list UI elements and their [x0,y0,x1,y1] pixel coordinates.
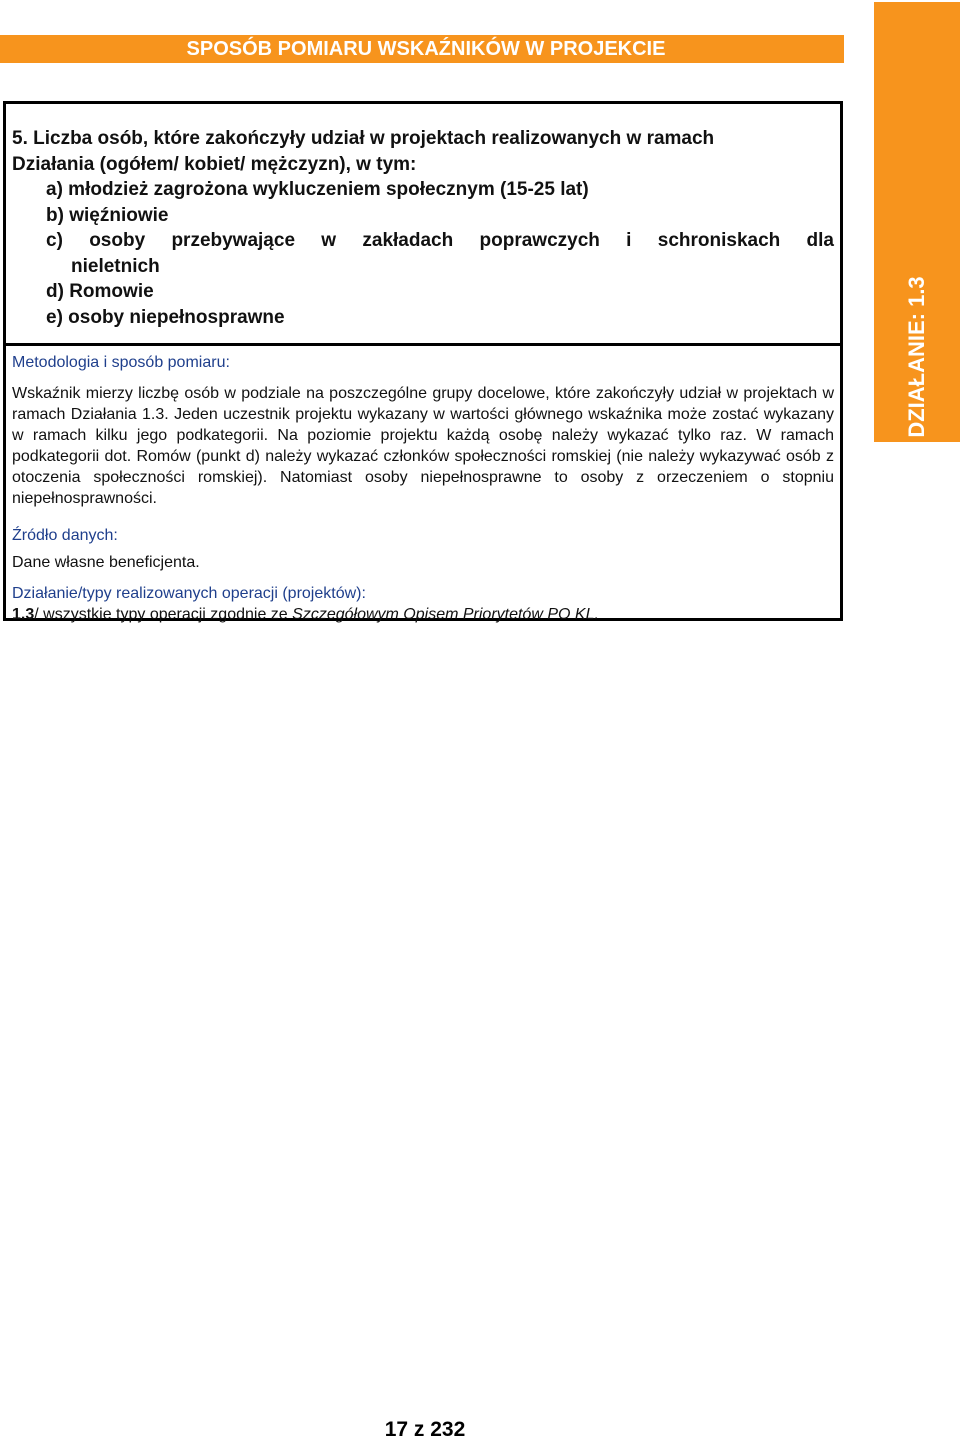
list-item: e) osoby niepełnosprawne [46,306,285,328]
data-source-text: Dane własne beneficjenta. [12,554,200,571]
target-groups-list [12,177,834,330]
list-item [12,228,834,254]
list-item-text: c) osoby przebywające w zakładach poprawczych i schroniskach dla [46,230,834,251]
operations-code: 1.3 [12,606,35,623]
list-item-continuation [12,254,834,280]
methodology-text: Wskaźnik mierzy liczbę osób w podziale na poszczególne grupy docelowe, które zakończyły udział w projektach w ramach Działania 1.3. Jeden uczestnik projektu wykazany w wartości głównego wskaźnika może zostać wykazany w ramach kilku jego podkategorii. Na poziomie projektu każdą osobę należy wykazać tylko raz. W ramach podkategorii dot. Romów (punkt d) należy wykazać członków społeczności romskiej (nie należy wykazywać osób z otoczenia społeczności romskiej). Natomiast osoby niepełnosprawne to osoby z orzeczeniem o stopniu niepełnosprawności. [12,385,834,507]
section-header-title: SPOSÓB POMIARU WSKAŹNIKÓW W PROJEKCIE [186,37,666,60]
indicator-body [12,352,834,625]
list-item: d) Romowie [46,281,154,302]
methodology-label: Metodologia i sposób pomiaru: [12,354,230,371]
operations-text-plain: / wszystkie typy operacji zgodnie ze [34,606,293,623]
list-item-continuation-text: nieletnich [71,255,160,277]
side-tab [874,2,960,442]
indicator-box [3,101,843,621]
list-item: a) młodzież zagrożona wykluczeniem społecznym (15-25 lat) [46,179,589,200]
indicator-title-line-1: 5. Liczba osób, które zakończyły udział w projektach realizowanych w ramach [12,128,715,149]
indicator-title-line-2: Działania (ogółem/ kobiet/ mężczyzn), w tym: [12,153,417,175]
operations-text-italic: Szczegółowym Opisem Priorytetów PO KL. [292,606,599,623]
list-item: b) więźniowie [46,204,169,226]
page-number: 17 z 232 [384,1418,466,1441]
data-source-label: Źródło danych: [12,527,118,544]
section-header [0,35,844,63]
indicator-title [6,104,840,346]
operations-text [12,604,834,625]
operations-label: Działanie/typy realizowanych operacji (projektów): [12,585,366,602]
side-tab-label: DZIAŁANIE: 1.3 [904,276,929,438]
